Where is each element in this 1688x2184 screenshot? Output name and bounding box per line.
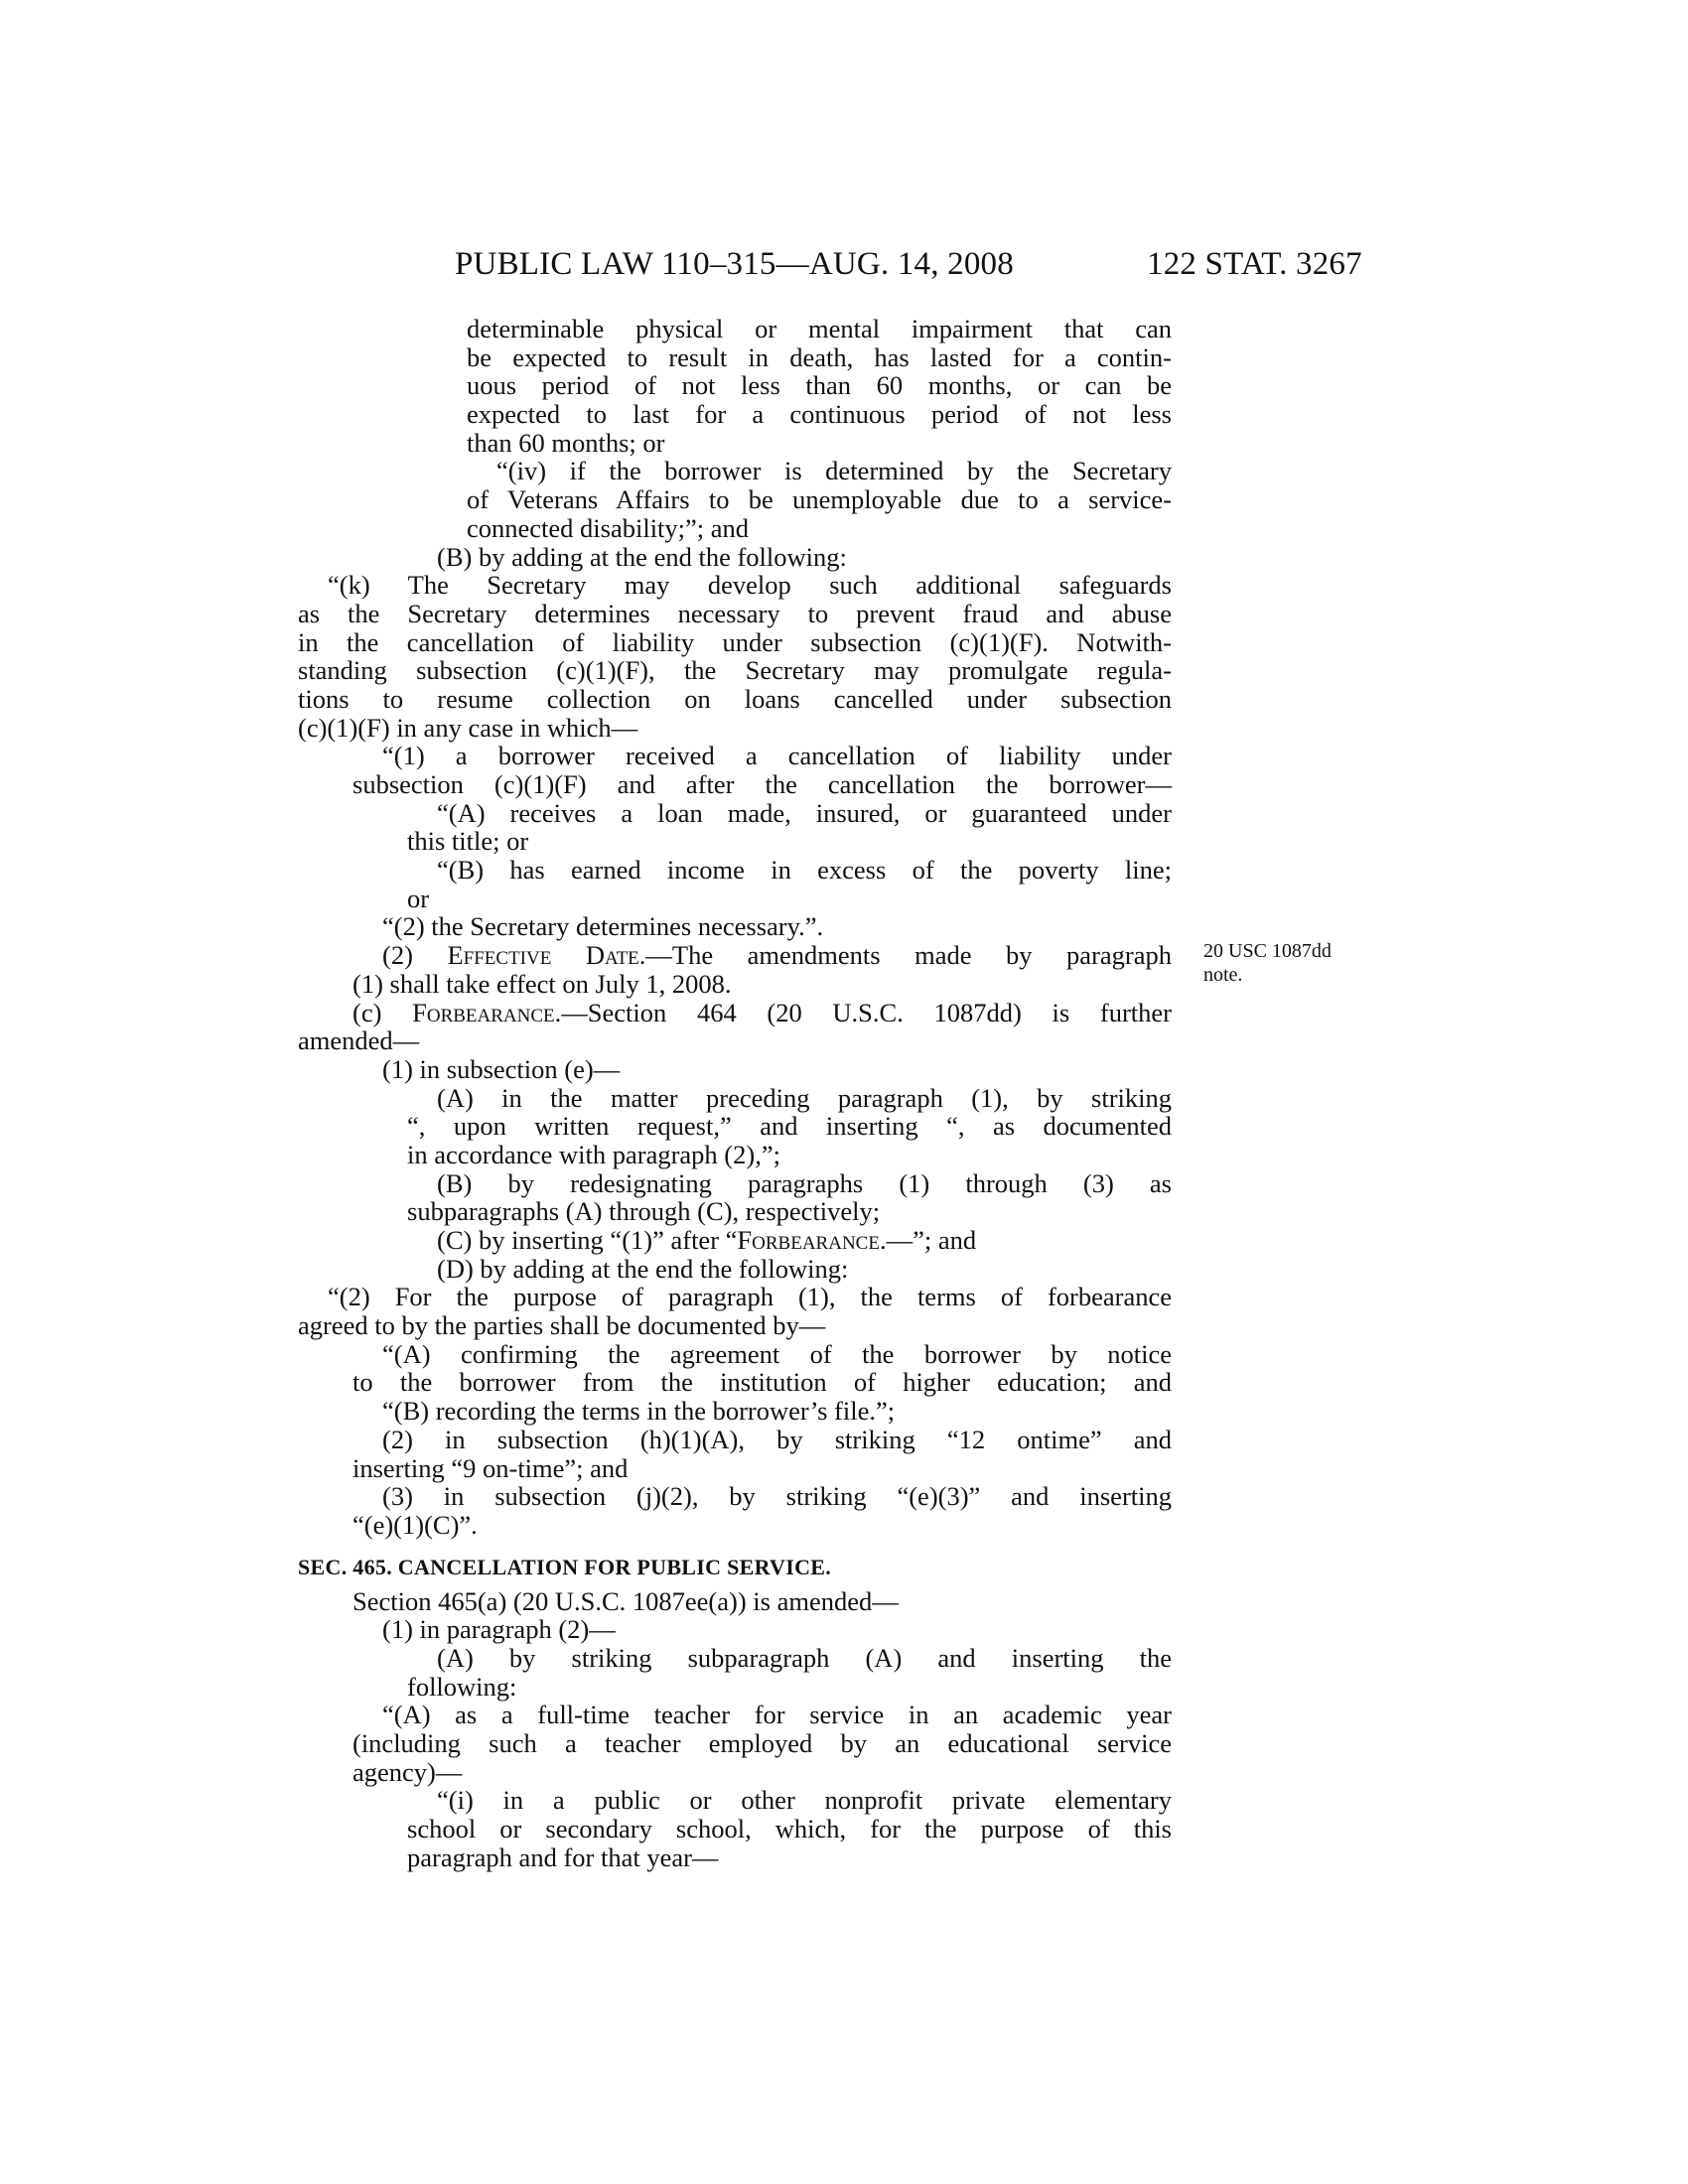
- text-line: “(iv) if the borrower is determined by the Secretary: [496, 456, 1172, 486]
- running-header-title: PUBLIC LAW 110–315—AUG. 14, 2008: [455, 246, 1014, 282]
- text-line: (A) by striking subparagraph (A) and inserting the: [437, 1642, 1172, 1673]
- text-line: “(2) For the purpose of paragraph (1), the terms of forbearance: [328, 1282, 1172, 1312]
- text-line: (1) shall take effect on July 1, 2008.: [352, 968, 732, 999]
- text-line: be expected to result in death, has lasted for a contin-: [467, 341, 1172, 372]
- text-line: uous period of not less than 60 months, or can be: [467, 370, 1172, 401]
- text-line: agency)—: [352, 1756, 463, 1787]
- text-line: amended—: [298, 1025, 420, 1056]
- text-line: (3) in subsection (j)(2), by striking “(e)(3)” and inserting: [382, 1481, 1172, 1512]
- statute-text: [298, 315, 1172, 1871]
- text-line: (C) by inserting “(1)” after “Forbearance.—”; and: [437, 1225, 977, 1255]
- text-line: (2) Effective Date.—The amendments made by paragraph: [382, 940, 1172, 971]
- text-line: “(A) receives a loan made, insured, or guaranteed under: [437, 797, 1172, 828]
- text-line: (A) in the matter preceding paragraph (1), by striking: [437, 1082, 1172, 1113]
- text-line: (2) in subsection (h)(1)(A), by striking “12 ontime” and: [382, 1424, 1172, 1454]
- margin-note-line: 20 USC 1087dd: [1203, 940, 1332, 962]
- text-line: connected disability;”; and: [467, 512, 750, 543]
- text-line: to the borrower from the institution of higher education; and: [352, 1367, 1172, 1398]
- text-line: following:: [407, 1671, 517, 1702]
- text-line: tions to resume collection on loans cancelled under subsection: [298, 683, 1172, 714]
- page-stat-number: 122 STAT. 3267: [1147, 246, 1362, 282]
- text-line: (D) by adding at the end the following:: [437, 1253, 849, 1284]
- section-heading: SEC. 465. CANCELLATION FOR PUBLIC SERVICE.: [298, 1554, 832, 1579]
- text-line: (including such a teacher employed by an educational service: [352, 1728, 1172, 1758]
- text-line: school or secondary school, which, for the purpose of this: [407, 1814, 1172, 1844]
- text-line: (c)(1)(F) in any case in which—: [298, 712, 638, 743]
- text-line: “(2) the Secretary determines necessary.”.: [382, 911, 824, 942]
- text-line: of Veterans Affairs to be unemployable due to a service-: [467, 484, 1172, 515]
- text-line: (1) in paragraph (2)—: [382, 1614, 616, 1645]
- text-line: this title; or: [407, 826, 529, 857]
- text-line: in accordance with paragraph (2),”;: [407, 1139, 780, 1169]
- section-spacer: [298, 1540, 1172, 1552]
- text-line: standing subsection (c)(1)(F), the Secretary may promulgate regula-: [298, 655, 1172, 686]
- small-caps-heading: Effective Date: [447, 940, 639, 971]
- text-line: “(A) as a full-time teacher for service in an academic year: [382, 1700, 1172, 1730]
- text-line: Section 465(a) (20 U.S.C. 1087ee(a)) is amended—: [352, 1585, 899, 1616]
- text-line: inserting “9 on-time”; and: [352, 1452, 629, 1483]
- text-line: (1) in subsection (e)—: [382, 1053, 621, 1084]
- text-line: (B) by redesignating paragraphs (1) through (3) as: [437, 1167, 1172, 1198]
- text-line: “(1) a borrower received a cancellation of liability under: [382, 741, 1172, 771]
- text-line: paragraph and for that year—: [407, 1842, 719, 1872]
- text-line: “(B) recording the terms in the borrower’s file.”;: [382, 1396, 896, 1427]
- margin-citation-note: [1203, 939, 1332, 987]
- text-line: as the Secretary determines necessary to prevent fraud and abuse: [298, 598, 1172, 628]
- text-line: than 60 months; or: [467, 427, 665, 458]
- margin-note-line: note.: [1203, 964, 1243, 986]
- text-line: “(B) has earned income in excess of the poverty line;: [437, 855, 1172, 886]
- text-line: “(e)(1)(C)”.: [352, 1509, 478, 1540]
- text-line: agreed to by the parties shall be documented by—: [298, 1310, 826, 1341]
- text-line: “(i) in a public or other nonprofit private elementary: [437, 1785, 1172, 1816]
- small-caps-heading: Forbearance: [412, 997, 555, 1027]
- text-line: “(k) The Secretary may develop such additional safeguards: [328, 570, 1172, 601]
- text-line: (B) by adding at the end the following:: [437, 541, 847, 572]
- text-line: subparagraphs (A) through (C), respectively;: [407, 1196, 881, 1227]
- text-line: or: [407, 883, 430, 913]
- text-line: (c) Forbearance.—Section 464 (20 U.S.C. 1087dd) is further: [352, 997, 1172, 1027]
- text-line: expected to last for a continuous period of not less: [467, 399, 1172, 430]
- text-line: “, upon written request,” and inserting “, as documented: [407, 1111, 1172, 1142]
- text-line: in the cancellation of liability under subsection (c)(1)(F). Notwith-: [298, 626, 1172, 657]
- text-line: determinable physical or mental impairment that can: [467, 314, 1172, 343]
- small-caps-heading: Forbearance: [737, 1225, 880, 1255]
- text-line: “(A) confirming the agreement of the borrower by notice: [382, 1338, 1172, 1369]
- text-line: subsection (c)(1)(F) and after the cancellation the borrower—: [352, 769, 1172, 799]
